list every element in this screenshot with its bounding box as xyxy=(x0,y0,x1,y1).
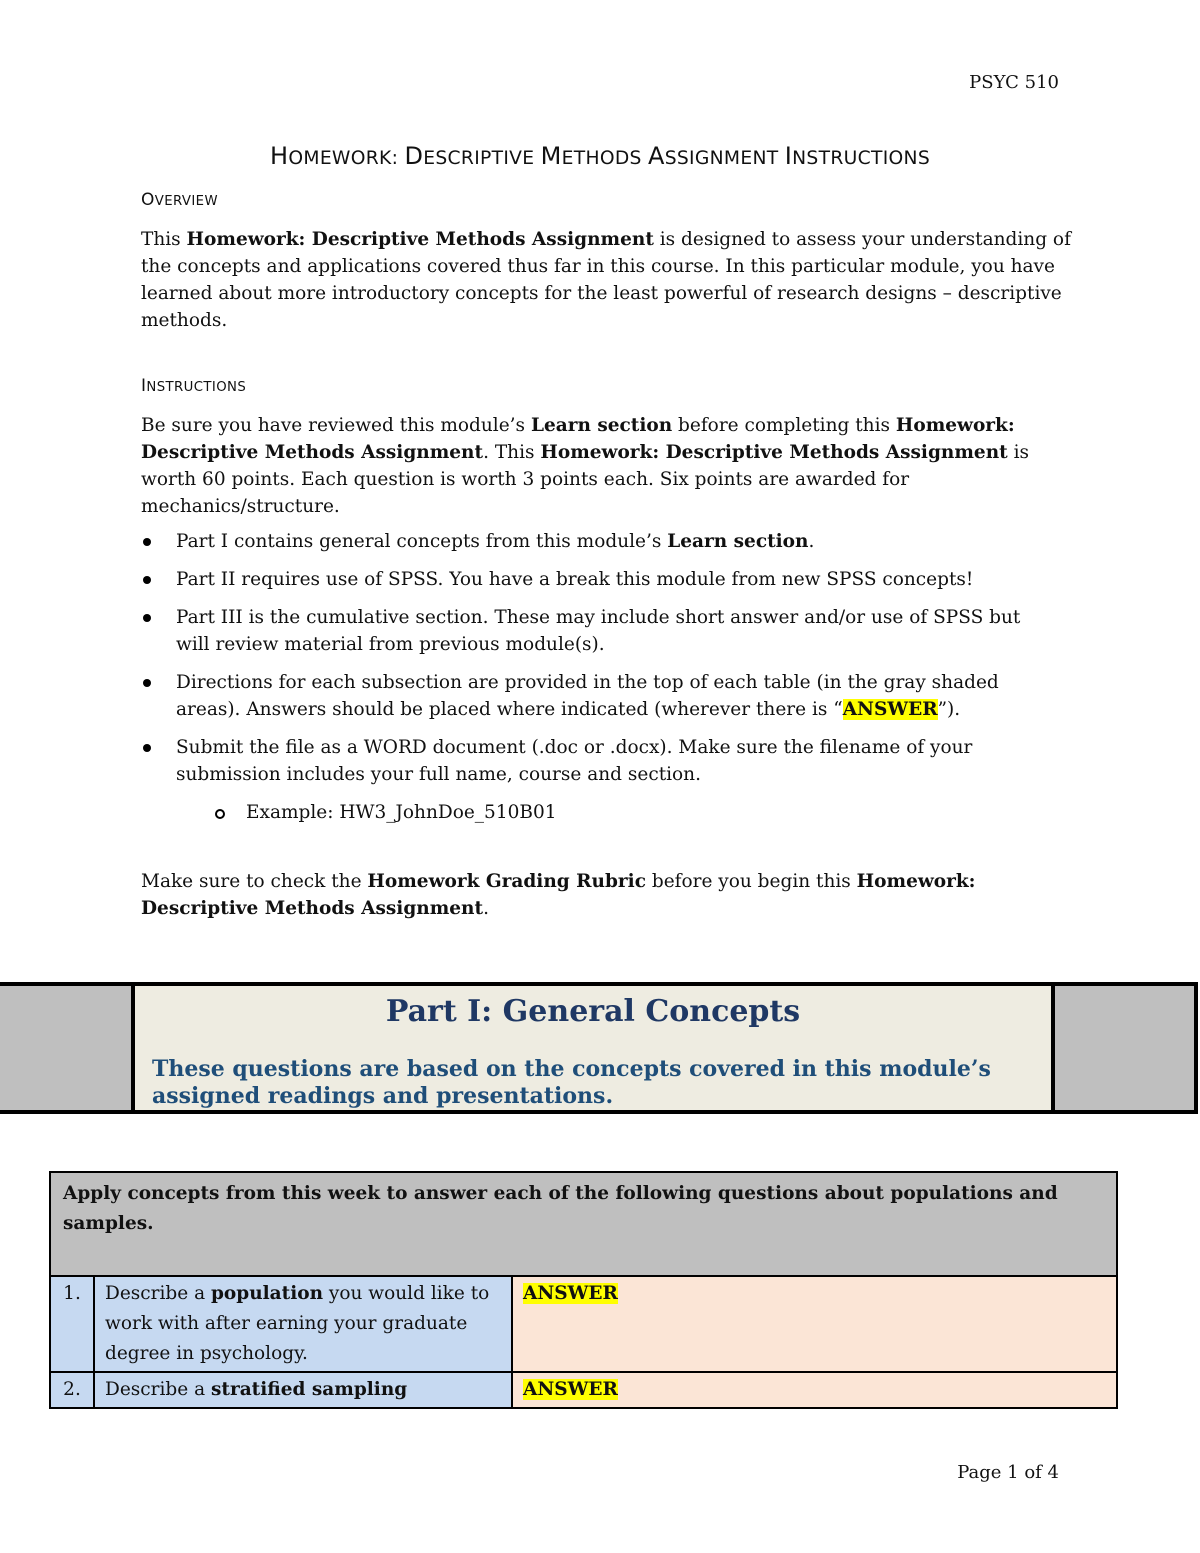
part1-banner xyxy=(0,982,1200,1116)
table-instructions: Apply concepts from this week to answer each of the following questions about populations and samples. xyxy=(50,1172,1117,1276)
bullet-circle-icon xyxy=(215,809,225,819)
overview-heading: OVERVIEW xyxy=(141,190,218,210)
bullet-item: Directions for each subsection are provided in the top of each table (in the gray shaded areas). Answers should be placed where indicated (wherever there is “ANSWER”). xyxy=(141,669,1041,723)
answer-placeholder: ANSWER xyxy=(523,1379,618,1400)
document-title: HOMEWORK: DESCRIPTIVE METHODS ASSIGNMENT INSTRUCTIONS xyxy=(270,142,930,170)
bullet-dot-icon xyxy=(143,679,151,687)
running-header: PSYC 510 xyxy=(969,72,1059,93)
table-row xyxy=(50,1372,1117,1408)
bullet-item: Part I contains general concepts from this module’s Learn section. xyxy=(141,528,1041,555)
table-row xyxy=(50,1276,1117,1372)
bullet-item: Submit the file as a WORD document (.doc or .docx). Make sure the filename of your submission includes your full name, course and section. xyxy=(141,734,1041,788)
banner-center xyxy=(131,986,1055,1110)
overview-paragraph: This Homework: Descriptive Methods Assignment is designed to assess your understanding of the concepts and applications covered thus far in this course. In this particular module, you have learned about more introductory concepts for the least powerful of research designs – descriptive methods. xyxy=(141,229,1071,331)
part1-title: Part I: General Concepts xyxy=(385,994,801,1029)
answer-placeholder: ANSWER xyxy=(523,1283,618,1304)
question-text: Describe a population you would like to work with after earning your graduate degree in psychology. xyxy=(94,1276,512,1372)
sub-bullet-item: Example: HW3_JohnDoe_510B01 xyxy=(141,799,1041,826)
answer-cell[interactable] xyxy=(512,1372,1117,1408)
instruction-bullets xyxy=(141,528,1041,837)
question-number: 1. xyxy=(50,1276,94,1372)
answer-cell[interactable] xyxy=(512,1276,1117,1372)
question-number: 2. xyxy=(50,1372,94,1408)
question-text: Describe a stratified sampling xyxy=(94,1372,512,1408)
bullet-item: Part II requires use of SPSS. You have a break this module from new SPSS concepts! xyxy=(141,566,1041,593)
questions-table xyxy=(49,1171,1118,1409)
answer-highlight: ANSWER xyxy=(842,699,938,720)
instructions-heading: INSTRUCTIONS xyxy=(141,376,247,396)
bullet-dot-icon xyxy=(143,614,151,622)
banner-right-border xyxy=(1194,986,1198,1110)
bullet-dot-icon xyxy=(143,538,151,546)
closing-paragraph: Make sure to check the Homework Grading Rubric before you begin this Homework: Descriptive Methods Assignment. xyxy=(141,871,976,919)
part1-subtitle: These questions are based on the concepts covered in this module’s assigned readings and presentations. xyxy=(152,1056,991,1109)
table-header-row xyxy=(50,1172,1117,1276)
bullet-dot-icon xyxy=(143,744,151,752)
bullet-dot-icon xyxy=(143,576,151,584)
bullet-item: Part III is the cumulative section. These may include short answer and/or use of SPSS but will review material from previous module(s). xyxy=(141,604,1041,658)
instructions-paragraph: Be sure you have reviewed this module’s Learn section before completing this Homework: Descriptive Methods Assignment. This Homework: Descriptive Methods Assignment is worth 60 points. Each question is worth 3 points each. Six points are awarded for mechanics/structure. xyxy=(141,415,1029,517)
page-number: Page 1 of 4 xyxy=(957,1462,1059,1483)
